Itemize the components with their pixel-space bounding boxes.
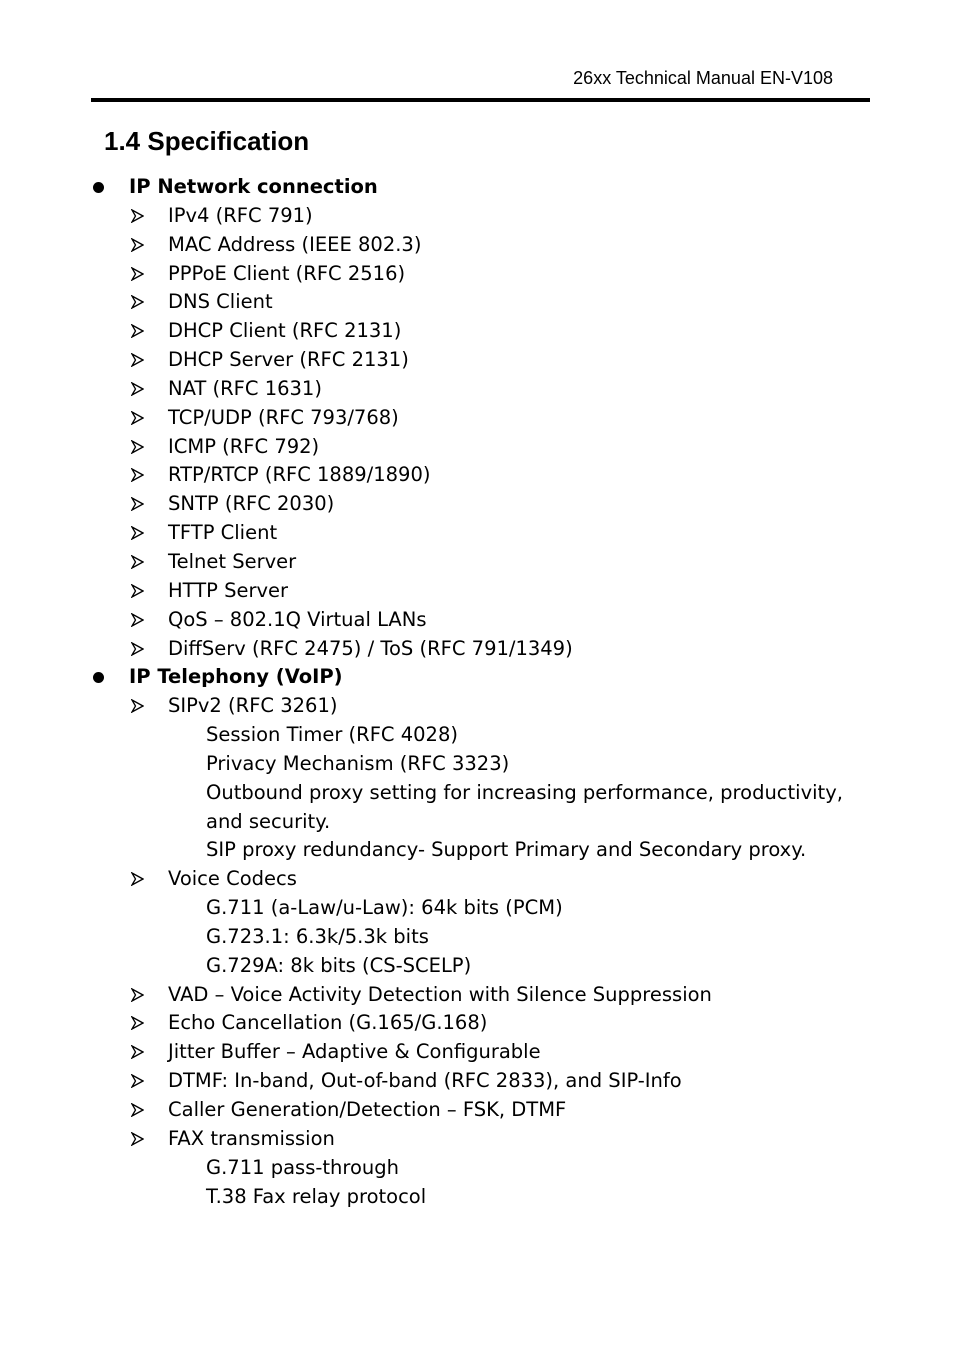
arrowhead-bullet-icon [131, 613, 144, 627]
spec-item [0, 865, 954, 894]
spec-detail-item [0, 894, 954, 923]
item-text: NAT (RFC 1631) [168, 376, 322, 400]
item-text: Outbound proxy setting for increasing performance, productivity, [206, 780, 843, 804]
spec-detail-item [0, 721, 954, 750]
spec-item [0, 635, 954, 664]
arrowhead-bullet-icon [131, 411, 144, 425]
item-text: Voice Codecs [168, 867, 297, 891]
item-text: DiffServ (RFC 2475) / ToS (RFC 791/1349) [168, 636, 573, 660]
arrowhead-bullet-icon [131, 440, 144, 454]
spec-item [0, 548, 954, 577]
spec-item [0, 577, 954, 606]
item-text: HTTP Server [168, 578, 289, 602]
item-text: Session Timer (RFC 4028) [206, 723, 458, 747]
spec-item [0, 288, 954, 317]
spec-detail-item [0, 750, 954, 779]
spec-detail-item [0, 1183, 954, 1212]
spec-item [0, 1096, 954, 1125]
spec-item [0, 202, 954, 231]
item-text: IP Network connection [129, 175, 378, 198]
spec-item [0, 490, 954, 519]
item-text: Echo Cancellation (G.165/G.168) [168, 1011, 488, 1035]
spec-detail-item [0, 923, 954, 952]
spec-item [0, 519, 954, 548]
item-text: FAX transmission [168, 1126, 335, 1150]
arrowhead-bullet-icon [131, 267, 144, 281]
spec-detail-item [0, 808, 954, 837]
category-item [0, 173, 954, 202]
item-text: Jitter Buffer – Adaptive & Configurable [168, 1040, 541, 1064]
arrowhead-bullet-icon [131, 382, 144, 396]
spec-item [0, 346, 954, 375]
arrowhead-bullet-icon [131, 497, 144, 511]
item-text: G.711 pass-through [206, 1155, 400, 1179]
item-text: SIPv2 (RFC 3261) [168, 694, 338, 718]
item-text: Caller Generation/Detection – FSK, DTMF [168, 1098, 567, 1121]
arrowhead-bullet-icon [131, 988, 144, 1002]
spec-detail-item [0, 1154, 954, 1183]
item-text: TFTP Client [168, 521, 278, 545]
item-text: PPPoE Client (RFC 2516) [168, 261, 406, 285]
bullet-dot-icon [93, 182, 104, 193]
arrowhead-bullet-icon [131, 1016, 144, 1030]
item-text: G.711 (a-Law/u-Law): 64k bits (PCM) [206, 896, 563, 920]
spec-item [0, 1067, 954, 1096]
item-text: G.729A: 8k bits (CS-SCELP) [206, 953, 472, 977]
arrowhead-bullet-icon [131, 555, 144, 569]
item-text: T.38 Fax relay protocol [206, 1184, 427, 1208]
spec-item [0, 1009, 954, 1038]
item-text: TCP/UDP (RFC 793/768) [168, 405, 399, 429]
spec-detail-item [0, 952, 954, 981]
item-text: and security. [206, 809, 331, 833]
arrowhead-bullet-icon [131, 526, 144, 540]
spec-item [0, 231, 954, 260]
item-text: QoS – 802.1Q Virtual LANs [168, 607, 427, 631]
spec-item [0, 1125, 954, 1154]
item-text: ICMP (RFC 792) [168, 434, 320, 458]
item-text: VAD – Voice Activity Detection with Silence Suppression [168, 982, 712, 1006]
item-text: IPv4 (RFC 791) [168, 203, 313, 227]
item-text: G.723.1: 6.3k/5.3k bits [206, 924, 429, 948]
bullet-dot-icon [93, 672, 104, 683]
arrowhead-bullet-icon [131, 238, 144, 252]
document-header-title: 26xx Technical Manual EN-V108 [573, 68, 833, 88]
item-text: Privacy Mechanism (RFC 3323) [206, 751, 510, 775]
arrowhead-bullet-icon [131, 468, 144, 482]
spec-item [0, 461, 954, 490]
item-text: SIP proxy redundancy- Support Primary and Secondary proxy. [206, 838, 807, 862]
arrowhead-bullet-icon [131, 1045, 144, 1059]
arrowhead-bullet-icon [131, 872, 144, 886]
spec-item [0, 260, 954, 289]
spec-item [0, 692, 954, 721]
item-text: IP Telephony (VoIP) [129, 665, 343, 689]
spec-item [0, 1038, 954, 1067]
arrowhead-bullet-icon [131, 209, 144, 223]
item-text: DTMF: In-band, Out-of-band (RFC 2833), and SIP-Info [168, 1069, 682, 1093]
arrowhead-bullet-icon [131, 699, 144, 713]
spec-item [0, 317, 954, 346]
spec-item [0, 433, 954, 462]
arrowhead-bullet-icon [131, 642, 144, 656]
item-text: RTP/RTCP (RFC 1889/1890) [168, 463, 431, 487]
item-text: MAC Address (IEEE 802.3) [168, 232, 422, 256]
spec-item [0, 981, 954, 1010]
item-text: Telnet Server [168, 549, 297, 573]
item-text: DNS Client [168, 290, 273, 314]
arrowhead-bullet-icon [131, 353, 144, 367]
arrowhead-bullet-icon [131, 1074, 144, 1088]
arrowhead-bullet-icon [131, 295, 144, 309]
spec-detail-item [0, 779, 954, 808]
spec-item [0, 375, 954, 404]
arrowhead-bullet-icon [131, 324, 144, 338]
spec-detail-item [0, 836, 954, 865]
arrowhead-bullet-icon [131, 1103, 144, 1117]
spec-item [0, 606, 954, 635]
item-text: SNTP (RFC 2030) [168, 492, 335, 516]
spec-item [0, 404, 954, 433]
header-divider [91, 98, 870, 102]
section-title: 1.4 Specification [104, 126, 310, 156]
arrowhead-bullet-icon [131, 1132, 144, 1146]
item-text: DHCP Server (RFC 2131) [168, 348, 409, 372]
item-text: DHCP Client (RFC 2131) [168, 319, 402, 343]
category-item [0, 663, 954, 692]
arrowhead-bullet-icon [131, 584, 144, 598]
specification-list [0, 173, 954, 1211]
